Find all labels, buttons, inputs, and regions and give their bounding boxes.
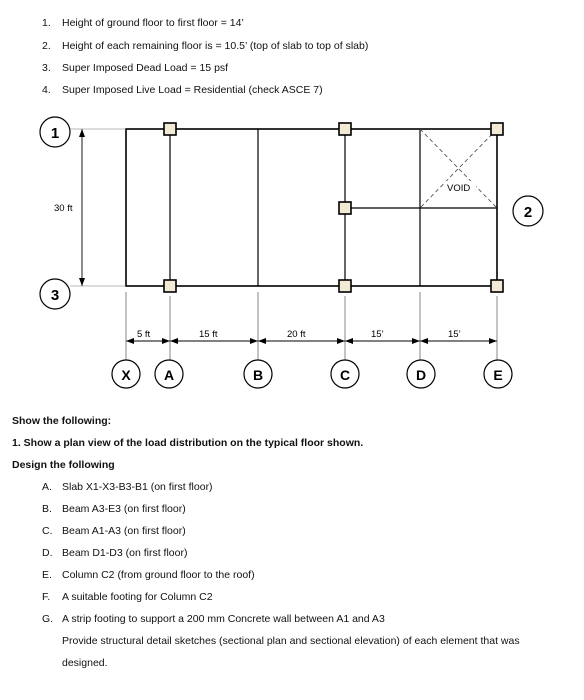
height-dim-label: 30 ft [54, 203, 73, 214]
height-dim-arrow [79, 278, 85, 286]
item-text: A strip footing to support a 200 mm Concrete wall between A1 and A3 [62, 613, 385, 625]
note-text: Height of each remaining floor is = 10.5’ (top of slab to top of slab) [62, 40, 369, 52]
col-label-c: C [339, 367, 351, 383]
column-c3 [339, 280, 351, 292]
item-letter: F. [42, 591, 51, 603]
col-label-d: D [415, 367, 427, 383]
note-text: Super Imposed Dead Load = 15 psf [62, 62, 229, 74]
note-2 [42, 40, 369, 52]
note-4 [42, 84, 323, 96]
item-text: A suitable footing for Column C2 [62, 591, 213, 603]
note-text: Super Imposed Live Load = Residential (check ASCE 7) [62, 84, 323, 96]
span-label-b-c: 20 ft [287, 329, 306, 340]
col-label-e: E [493, 367, 503, 383]
column-e1 [491, 123, 503, 135]
item-text: Slab X1-X3-B3-B1 (on first floor) [62, 481, 213, 493]
column-c2 [339, 202, 351, 214]
design-heading: Design the following [12, 459, 115, 471]
note-text: Height of ground floor to first floor = 14’ [62, 17, 244, 29]
design-item-d [42, 547, 188, 559]
item-letter: E. [42, 569, 52, 581]
row-label-3: 3 [50, 287, 60, 304]
design-item-e [42, 569, 255, 581]
item-text: Beam D1-D3 (on first floor) [62, 547, 188, 559]
span-label-d-e: 15’ [448, 329, 461, 340]
item-text: Column C2 (from ground floor to the roof) [62, 569, 255, 581]
span-label-c-d: 15’ [371, 329, 384, 340]
item-letter: A. [42, 481, 52, 493]
item-letter: B. [42, 503, 52, 515]
column-a1 [164, 123, 176, 135]
note-number: 3. [42, 62, 51, 74]
item-text: Beam A1-A3 (on first floor) [62, 525, 186, 537]
design-item-g [42, 613, 385, 625]
closing-line-2: designed. [62, 657, 108, 669]
item-letter: G. [42, 613, 54, 625]
span-label-x-a: 5 ft [137, 329, 151, 340]
closing-line-1: Provide structural detail sketches (sectional plan and sectional elevation) of each element that was [62, 635, 520, 647]
span-ticks [126, 292, 497, 362]
note-number: 1. [42, 17, 51, 29]
design-item-a [42, 481, 213, 493]
column-a3 [164, 280, 176, 292]
col-label-b: B [252, 367, 264, 383]
design-item-c [42, 525, 186, 537]
col-label-x: X [121, 367, 131, 383]
show-item: 1. Show a plan view of the load distribution on the typical floor shown. [12, 437, 364, 449]
show-heading: Show the following: [12, 415, 112, 427]
item-letter: D. [42, 547, 53, 559]
design-item-b [42, 503, 186, 515]
height-dim-arrow [79, 129, 85, 137]
floor-plan-drawing [0, 100, 584, 400]
note-number: 2. [42, 40, 51, 52]
item-letter: C. [42, 525, 53, 537]
void-label: VOID [447, 183, 471, 194]
column-c1 [339, 123, 351, 135]
note-1 [42, 17, 244, 29]
row-label-2: 2 [523, 204, 533, 221]
note-3 [42, 62, 229, 74]
column-e3 [491, 280, 503, 292]
span-label-a-b: 15 ft [199, 329, 218, 340]
item-text: Beam A3-E3 (on first floor) [62, 503, 186, 515]
col-label-a: A [163, 367, 175, 383]
design-item-f [42, 591, 213, 603]
note-number: 4. [42, 84, 51, 96]
row-label-1: 1 [50, 125, 60, 142]
